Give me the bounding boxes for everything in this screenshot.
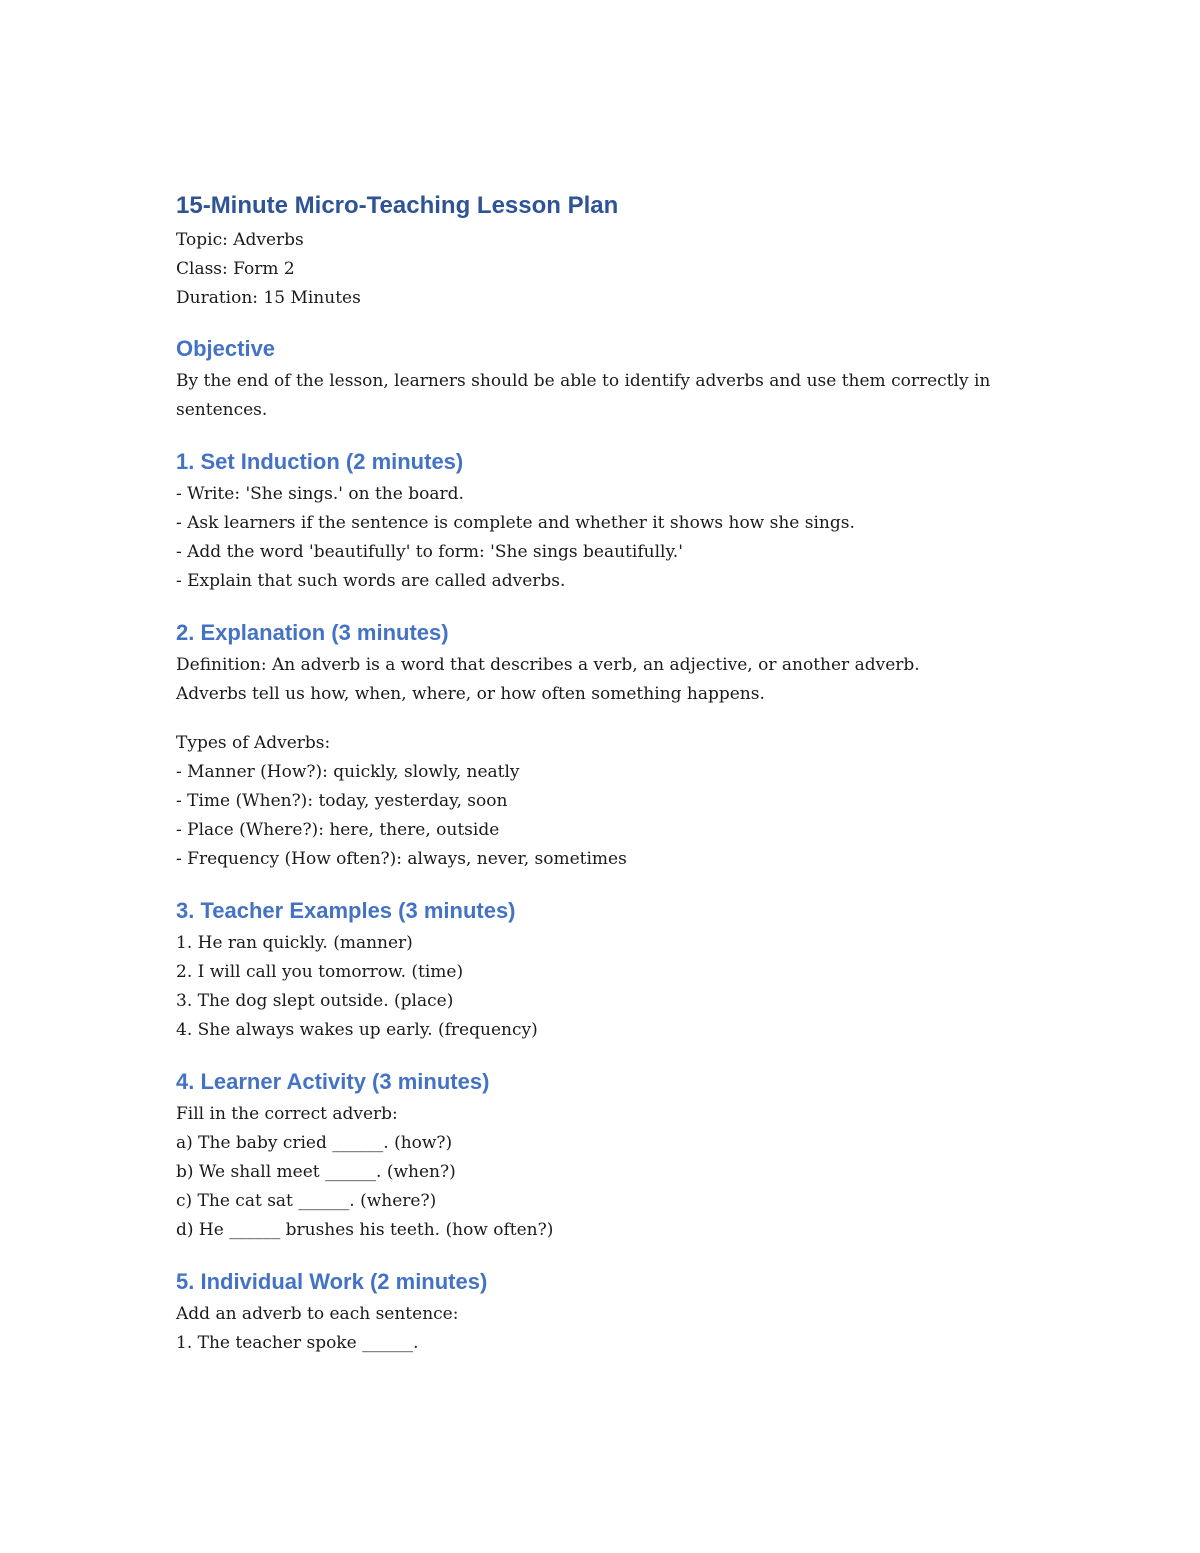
meta-duration: Duration: 15 Minutes bbox=[176, 288, 361, 308]
list-item: 4. She always wakes up early. (frequency) bbox=[176, 1020, 538, 1040]
list-item: - Ask learners if the sentence is complete and whether it shows how she sings. bbox=[176, 513, 855, 533]
list-item: - Frequency (How often?): always, never, sometimes bbox=[176, 849, 627, 869]
objective-text: By the end of the lesson, learners should be able to identify adverbs and use them correctly in sentences. bbox=[176, 371, 991, 420]
list-item: 3. The dog slept outside. (place) bbox=[176, 991, 454, 1011]
individual-work-intro: Add an adverb to each sentence: bbox=[176, 1304, 459, 1324]
explanation-detail: Adverbs tell us how, when, where, or how often something happens. bbox=[176, 684, 765, 704]
explanation-heading: 2. Explanation (3 minutes) bbox=[176, 620, 449, 645]
set-induction-section bbox=[176, 444, 1036, 596]
learner-activity-intro: Fill in the correct adverb: bbox=[176, 1104, 398, 1124]
teacher-examples-heading: 3. Teacher Examples (3 minutes) bbox=[176, 898, 516, 923]
objective-heading: Objective bbox=[176, 336, 276, 361]
individual-work-section bbox=[176, 1264, 1036, 1358]
explanation-section bbox=[176, 615, 1036, 874]
teacher-examples-section bbox=[176, 893, 1036, 1045]
list-item: 1. The teacher spoke ______. bbox=[176, 1333, 419, 1353]
list-item: - Time (When?): today, yesterday, soon bbox=[176, 791, 508, 811]
meta-class: Class: Form 2 bbox=[176, 259, 295, 279]
objective-section bbox=[176, 331, 1036, 425]
individual-work-heading: 5. Individual Work (2 minutes) bbox=[176, 1269, 488, 1294]
explanation-definition: Definition: An adverb is a word that describes a verb, an adjective, or another adverb. bbox=[176, 655, 920, 675]
list-item: d) He ______ brushes his teeth. (how often?) bbox=[176, 1220, 554, 1240]
meta-topic: Topic: Adverbs bbox=[176, 230, 304, 250]
list-item: - Add the word 'beautifully' to form: 'She sings beautifully.' bbox=[176, 542, 683, 562]
list-item: - Place (Where?): here, there, outside bbox=[176, 820, 500, 840]
list-item: b) We shall meet ______. (when?) bbox=[176, 1162, 456, 1182]
learner-activity-heading: 4. Learner Activity (3 minutes) bbox=[176, 1069, 490, 1094]
list-item: 1. He ran quickly. (manner) bbox=[176, 933, 413, 953]
list-item: - Manner (How?): quickly, slowly, neatly bbox=[176, 762, 520, 782]
set-induction-heading: 1. Set Induction (2 minutes) bbox=[176, 449, 464, 474]
list-item: 2. I will call you tomorrow. (time) bbox=[176, 962, 464, 982]
list-item: a) The baby cried ______. (how?) bbox=[176, 1133, 453, 1153]
list-item: - Explain that such words are called adverbs. bbox=[176, 571, 566, 591]
list-item: c) The cat sat ______. (where?) bbox=[176, 1191, 437, 1211]
document-title: 15-Minute Micro-Teaching Lesson Plan bbox=[176, 192, 619, 219]
lesson-meta bbox=[176, 226, 1036, 313]
document-page bbox=[176, 186, 1036, 1358]
list-item: - Write: 'She sings.' on the board. bbox=[176, 484, 464, 504]
learner-activity-section bbox=[176, 1064, 1036, 1245]
types-label: Types of Adverbs: bbox=[176, 733, 331, 753]
